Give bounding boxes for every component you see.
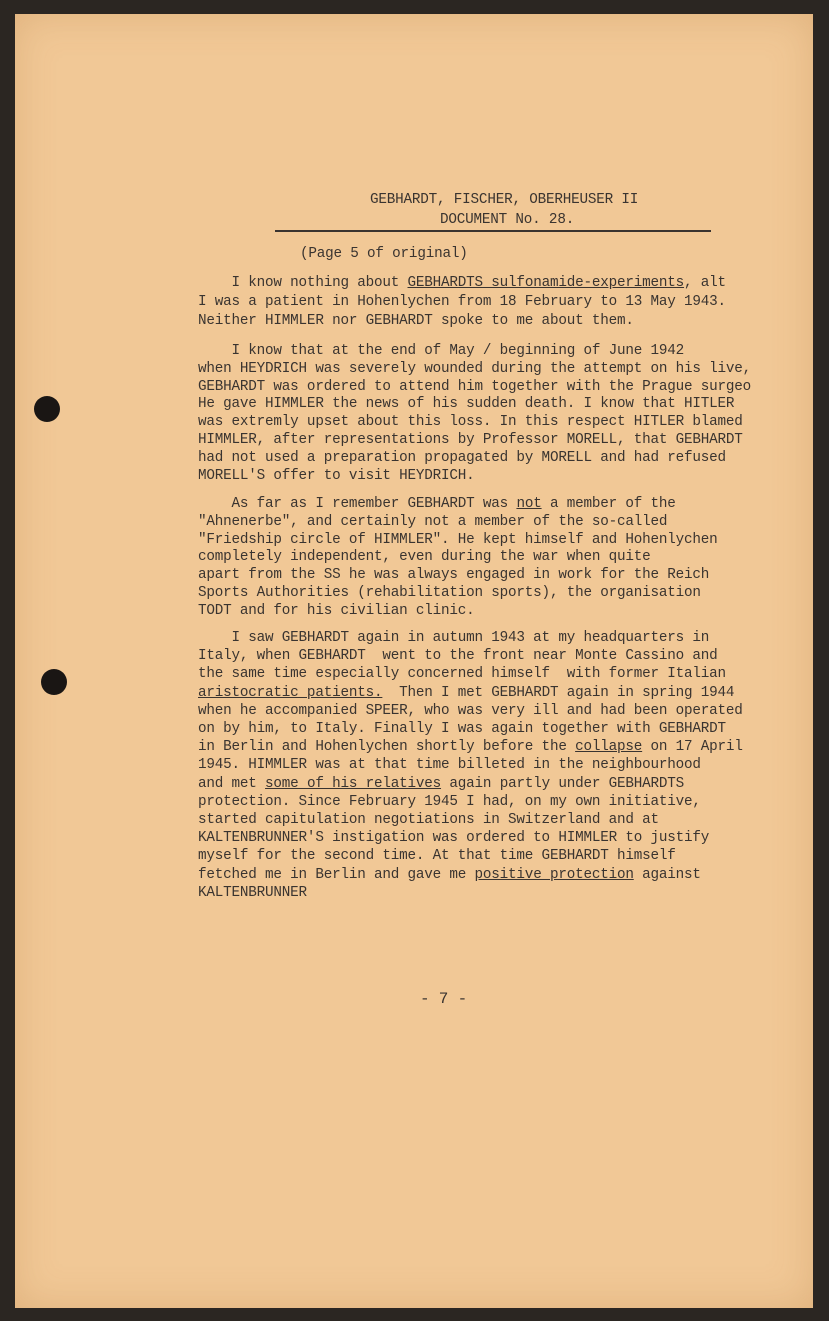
text-segment: and met: [198, 775, 266, 792]
punch-hole: [41, 669, 67, 695]
text-segment: started capitulation negotiations in Switzerland and at: [198, 812, 659, 829]
text-line: [198, 496, 758, 514]
underlined-text: positive protection: [474, 866, 634, 883]
text-line: [198, 414, 758, 432]
case-header: GEBHARDT, FISCHER, OBERHEUSER II: [370, 192, 639, 208]
text-line: [198, 450, 758, 468]
text-line: [198, 468, 758, 486]
underlined-text: GEBHARDTS sulfonamide-experiments: [407, 275, 685, 291]
text-segment: "Ahnenerbe", and certainly not a member of the so-called: [198, 513, 668, 530]
text-segment: Then I met GEBHARDT again in spring 1944: [382, 684, 735, 701]
text-segment: Neither HIMMLER nor GEBHARDT spoke to me about them.: [198, 313, 634, 329]
underlined-text: some of his relatives: [265, 775, 442, 792]
text-segment: when he accompanied SPEER, who was very ill and had been operated: [198, 702, 743, 719]
text-segment: Sports Authorities (rehabilitation sports), the organisation: [198, 584, 701, 601]
text-segment: 1945. HIMMLER was at that time billeted in the neighbourhood: [198, 757, 701, 774]
document-number: DOCUMENT No. 28.: [440, 212, 575, 228]
text-line: [198, 361, 758, 379]
text-segment: HIMMLER, after representations by Professor MORELL, that GEBHARDT: [198, 431, 743, 448]
underlined-text: collapse: [575, 739, 643, 756]
text-segment: completely independent, even during the war when quite: [198, 549, 651, 566]
text-line: [198, 274, 758, 293]
paragraph: [198, 629, 758, 902]
text-segment: had not used a preparation propagated by MORELL and had refused: [198, 449, 726, 466]
text-line: [198, 756, 758, 774]
text-segment: I know that at the end of May / beginning of June 1942: [198, 343, 685, 359]
text-segment: As far as I remember GEBHARDT was: [198, 496, 517, 512]
text-segment: I saw GEBHARDT again in autumn 1943 at my headquarters in: [198, 630, 710, 646]
text-line: [198, 684, 758, 702]
text-segment: was extremly upset about this loss. In this respect HITLER blamed: [198, 414, 743, 431]
text-line: [198, 603, 758, 621]
text-line: [198, 829, 758, 847]
text-segment: TODT and for his civilian clinic.: [198, 602, 475, 619]
text-line: [198, 665, 758, 683]
text-segment: I was a patient in Hohenlychen from 18 February to 13 May 1943.: [198, 294, 726, 310]
text-segment: protection. Since February 1945 I had, on my own initiative,: [198, 793, 701, 810]
text-segment: on by him, to Italy. Finally I was again together with GEBHARDT: [198, 721, 726, 738]
text-line: [198, 720, 758, 738]
text-line: [198, 549, 758, 567]
text-segment: KALTENBRUNNER'S instigation was ordered to HIMMLER to justify: [198, 830, 710, 847]
text-segment: MORELL'S offer to visit HEYDRICH.: [198, 467, 475, 484]
text-line: [198, 514, 758, 532]
page-number: - 7 -: [420, 990, 468, 1008]
text-line: [198, 884, 758, 902]
text-segment: apart from the SS he was always engaged in work for the Reich: [198, 567, 710, 584]
text-line: [198, 629, 758, 647]
paragraph: [198, 343, 758, 485]
text-segment: a member of the: [541, 496, 676, 512]
text-segment: myself for the second time. At that time GEBHARDT himself: [198, 848, 676, 865]
text-segment: fetched me in Berlin and gave me: [198, 866, 475, 883]
text-line: [198, 702, 758, 720]
text-line: [198, 532, 758, 550]
text-segment: in Berlin and Hohenlychen shortly before the: [198, 739, 576, 756]
paragraph: [198, 496, 758, 621]
text-line: [198, 432, 758, 450]
text-segment: the same time especially concerned himself with former Italian: [198, 666, 726, 683]
text-line: [198, 811, 758, 829]
text-line: [198, 775, 758, 793]
text-segment: on 17 April: [642, 739, 743, 756]
text-segment: against: [633, 866, 701, 883]
text-segment: again partly under GEBHARDTS: [441, 775, 685, 792]
text-line: [198, 567, 758, 585]
punch-hole: [34, 396, 60, 422]
text-line: [198, 396, 758, 414]
underlined-text: aristocratic patients.: [198, 684, 383, 701]
text-line: [198, 312, 758, 331]
text-line: [198, 379, 758, 397]
text-segment: KALTENBRUNNER: [198, 884, 307, 901]
paragraph: [198, 274, 758, 331]
text-segment: I know nothing about: [198, 275, 408, 291]
page-note: (Page 5 of original): [300, 246, 468, 262]
text-line: [198, 647, 758, 665]
text-line: [198, 738, 758, 756]
text-line: [198, 343, 758, 361]
text-segment: when HEYDRICH was severely wounded during the attempt on his live,: [198, 360, 752, 377]
text-segment: GEBHARDT was ordered to attend him together with the Prague surgeo: [198, 378, 752, 395]
text-line: [198, 793, 758, 811]
underlined-text: not: [516, 496, 542, 512]
text-segment: He gave HIMMLER the news of his sudden death. I know that HITLER: [198, 396, 735, 413]
header-rule: [275, 230, 711, 232]
text-line: [198, 293, 758, 312]
text-line: [198, 847, 758, 865]
text-segment: , alt: [684, 275, 726, 291]
text-line: [198, 585, 758, 603]
text-line: [198, 866, 758, 884]
text-segment: "Friedship circle of HIMMLER". He kept himself and Hohenlychen: [198, 531, 718, 548]
text-segment: Italy, when GEBHARDT went to the front near Monte Cassino and: [198, 648, 718, 665]
